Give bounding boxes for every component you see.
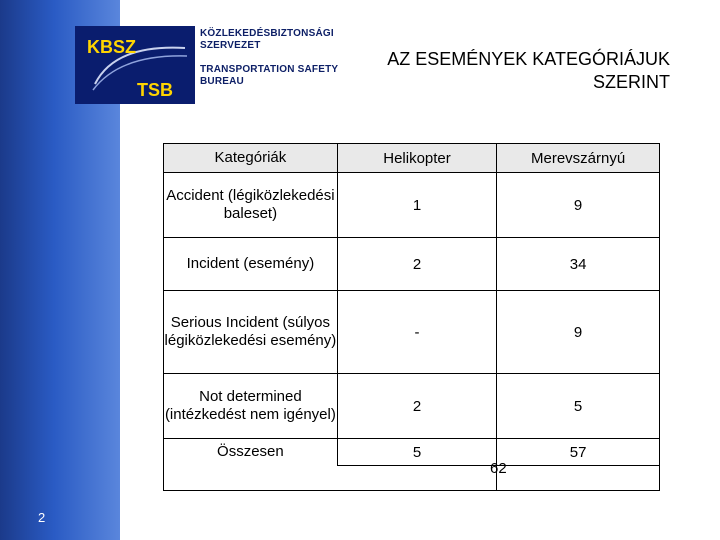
title-line2: SZERINT (592, 72, 670, 92)
row-fixed-wing: 9 (497, 291, 660, 374)
logo-tsb-text: TSB (137, 80, 173, 100)
org-hu-line1: KÖZLEKEDÉSBIZTONSÁGI (200, 28, 334, 39)
total-label: Összesen (164, 439, 338, 466)
row-fixed-wing: 34 (497, 238, 660, 291)
header-fixed-wing: Merevszárnyú (497, 144, 660, 173)
header-helicopter: Helikopter (337, 144, 496, 173)
row-helicopter: - (337, 291, 496, 374)
row-category: Serious Incident (súlyos légiközlekedési esemény) (164, 291, 338, 374)
organization-name (200, 28, 338, 88)
row-category: Accident (légiközlekedési baleset) (164, 173, 338, 238)
table-header-row (164, 144, 660, 173)
row-helicopter: 2 (337, 374, 496, 439)
table-row (164, 238, 660, 291)
table-total-row (164, 439, 660, 466)
grand-total: 62 (490, 460, 507, 477)
kbsz-tsb-logo (75, 26, 195, 104)
row-fixed-wing: 5 (497, 374, 660, 439)
row-helicopter: 1 (337, 173, 496, 238)
row-category: Not determined (intézkedést nem igényel) (164, 374, 338, 439)
org-en-line2: BUREAU (200, 76, 244, 87)
table-row (164, 291, 660, 374)
table-row (164, 173, 660, 238)
title-line1: AZ ESEMÉNYEK KATEGÓRIÁJUK (387, 49, 670, 69)
total-fixed-wing: 57 (497, 439, 660, 466)
slide-title (387, 48, 670, 94)
org-hu-line2: SZERVEZET (200, 40, 261, 51)
row-category: Incident (esemény) (164, 238, 338, 291)
row-fixed-wing: 9 (497, 173, 660, 238)
page-number: 2 (38, 510, 46, 525)
logo-kbsz-text: KBSZ (87, 37, 136, 57)
header-category: Kategóriák (164, 144, 338, 173)
total-helicopter: 5 (337, 439, 496, 466)
table-row (164, 374, 660, 439)
category-table (163, 143, 660, 491)
logo-graphic (75, 26, 195, 104)
table-grand-total-row (164, 466, 660, 491)
org-en-line1: TRANSPORTATION SAFETY (200, 64, 339, 75)
row-helicopter: 2 (337, 238, 496, 291)
